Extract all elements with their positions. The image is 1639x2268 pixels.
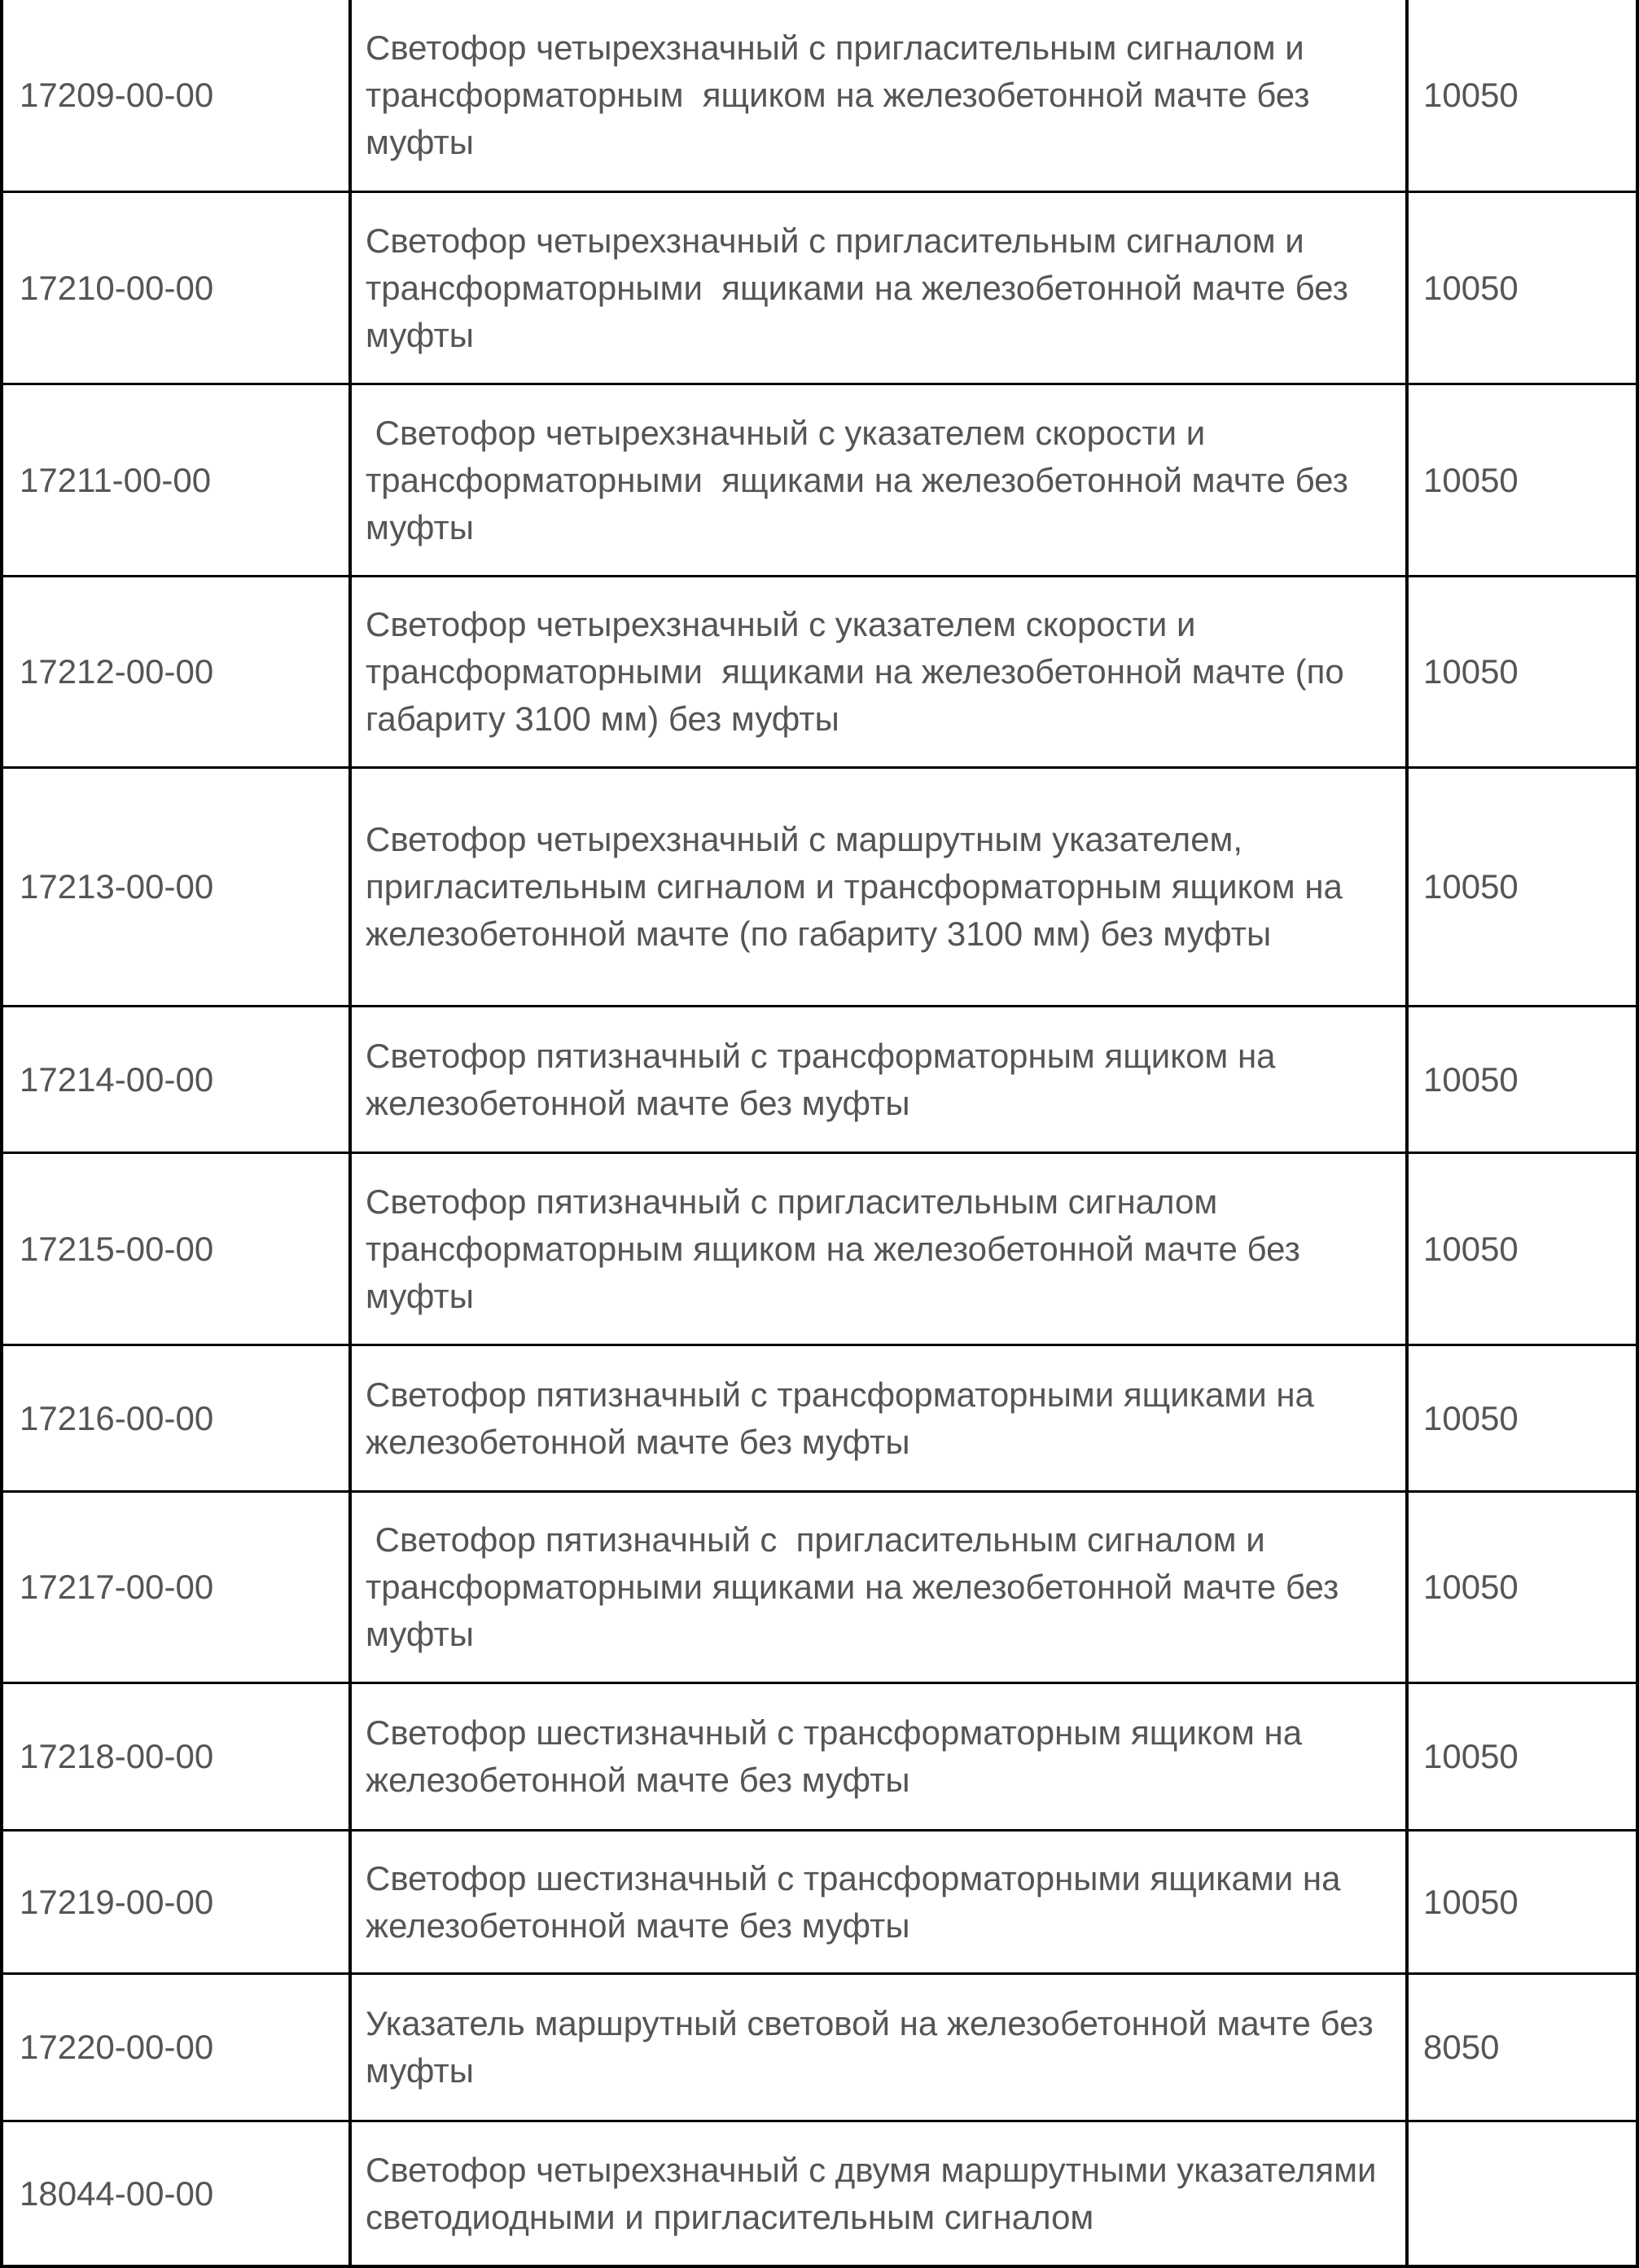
- row-description: Светофор шестизначный с трансформаторным ящиком на железобетонной мачте без муфты: [352, 1684, 1409, 1829]
- row-code: 17210-00-00: [3, 193, 352, 383]
- row-code: 17219-00-00: [3, 1832, 352, 1972]
- row-value: 8050: [1423, 2028, 1500, 2066]
- row-value: 10050: [1423, 268, 1518, 307]
- row-code: 17212-00-00: [3, 577, 352, 766]
- row-value: 10050: [1423, 1568, 1518, 1606]
- table-row: [3, 385, 1636, 577]
- table-row: [3, 1007, 1636, 1154]
- row-description: Светофор четырехзначный с указателем скорости и трансформаторными ящиками на железобетонной мачте без муфты: [352, 385, 1409, 575]
- row-code: 17211-00-00: [3, 385, 352, 575]
- row-value: 10050: [1423, 652, 1518, 691]
- row-description: Светофор четырехзначный с пригласительным сигналом и трансформаторным ящиком на железобетонной мачте без муфты: [352, 0, 1409, 191]
- row-value: 10050: [1423, 1882, 1518, 1921]
- table-row: [3, 1493, 1636, 1684]
- row-code: 17213-00-00: [3, 769, 352, 1005]
- row-code: 17209-00-00: [3, 0, 352, 191]
- row-value: 10050: [1423, 1229, 1518, 1268]
- row-value: 10050: [1423, 867, 1518, 906]
- row-code: 17217-00-00: [3, 1493, 352, 1682]
- row-value: 10050: [1423, 76, 1518, 114]
- table-row: [3, 577, 1636, 769]
- row-code: 17214-00-00: [3, 1007, 352, 1152]
- table-row: [3, 769, 1636, 1007]
- row-description: Указатель маршрутный световой на железобетонной мачте без муфты: [352, 1975, 1409, 2120]
- row-description: Светофор четырехзначный с пригласительным сигналом и трансформаторными ящиками на железобетонной мачте без муфты: [352, 193, 1409, 383]
- row-description: Светофор пятизначный с трансформаторными ящиками на железобетонной мачте без муфты: [352, 1346, 1409, 1490]
- table-row: [3, 193, 1636, 385]
- row-value: 10050: [1423, 1059, 1518, 1099]
- table-row: [3, 1975, 1636, 2122]
- row-code: 17215-00-00: [3, 1154, 352, 1344]
- row-value: 10050: [1423, 1398, 1518, 1437]
- table-row: [3, 0, 1636, 193]
- table-row: [3, 1154, 1636, 1346]
- table-row: [3, 1346, 1636, 1493]
- row-value: 10050: [1423, 460, 1518, 499]
- row-code: 17218-00-00: [3, 1684, 352, 1829]
- table-row: [3, 1832, 1636, 1975]
- row-description: Светофор пятизначный с пригласительным сигналом и трансформаторными ящиками на железобетонной мачте без муфты: [352, 1493, 1409, 1682]
- row-description: Светофор шестизначный с трансформаторными ящиками на железобетонной мачте без муфты: [352, 1832, 1409, 1972]
- row-code: 17216-00-00: [3, 1346, 352, 1490]
- row-description: Светофор четырехзначный с указателем скорости и трансформаторными ящиками на железобетонной мачте (по габариту 3100 мм) без муфты: [352, 577, 1409, 766]
- row-description: Светофор четырехзначный с маршрутным указателем, пригласительным сигналом и трансформаторным ящиком на железобетонной мачте (по габариту 3100 мм) без муфты: [352, 769, 1409, 1005]
- row-description: Светофор четырехзначный с двумя маршрутными указателями светодиодными и пригласительным сигналом: [352, 2122, 1409, 2265]
- row-code: 17220-00-00: [3, 1975, 352, 2120]
- row-description: Светофор пятизначный с трансформаторным ящиком на железобетонной мачте без муфты: [352, 1007, 1409, 1152]
- row-value: 10050: [1423, 1737, 1518, 1775]
- table-row: [3, 1684, 1636, 1832]
- row-description: Светофор пятизначный с пригласительным сигналом трансформаторным ящиком на железобетонной мачте без муфты: [352, 1154, 1409, 1344]
- row-code: 18044-00-00: [3, 2122, 352, 2265]
- table-row: [3, 2122, 1636, 2265]
- row-value: [1409, 2122, 1636, 2265]
